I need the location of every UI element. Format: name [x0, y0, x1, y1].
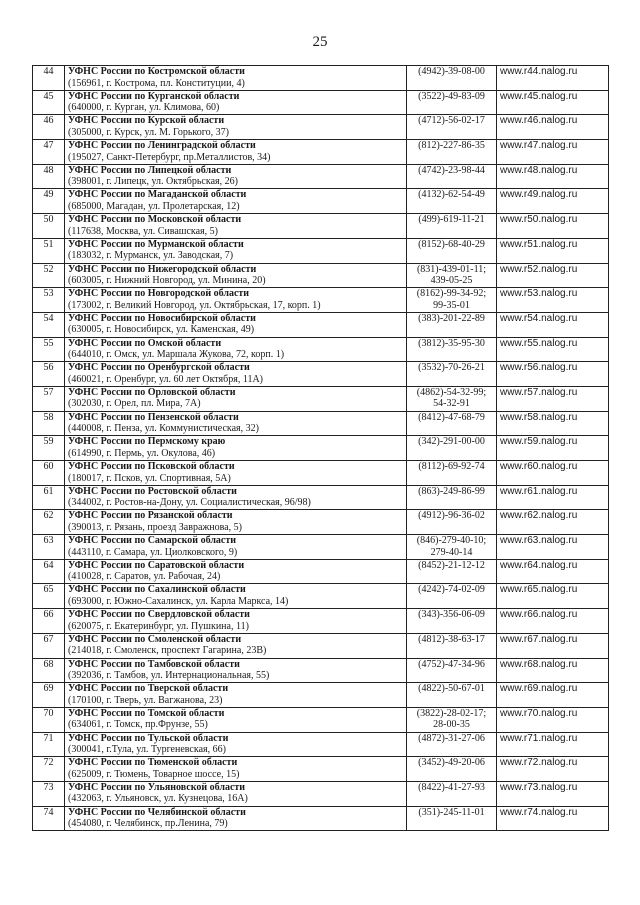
row-number: 46	[33, 115, 65, 140]
website-link[interactable]: www.r62.nalog.ru	[497, 510, 609, 535]
office-cell	[65, 461, 407, 486]
office-cell	[65, 66, 407, 91]
phone-cell	[407, 214, 497, 239]
row-number: 63	[33, 535, 65, 560]
office-name: УФНС России по Тульской области	[68, 732, 229, 744]
office-address: (398001, г. Липецк, ул. Октябрьская, 26)	[68, 176, 238, 188]
office-cell	[65, 362, 407, 387]
website-link[interactable]: www.r72.nalog.ru	[497, 757, 609, 782]
office-address: (170100, г. Тверь, ул. Вагжанова, 23)	[68, 694, 223, 706]
office-cell	[65, 214, 407, 239]
row-number: 47	[33, 140, 65, 165]
table-row	[33, 214, 609, 239]
tax-offices-table	[32, 65, 609, 831]
phone-cell	[407, 510, 497, 535]
office-address: (625009, г. Тюмень, Товарное шоссе, 15)	[68, 768, 240, 780]
office-name: УФНС России по Ленинградской области	[68, 140, 256, 152]
phone-number: (4742)-23-98-44	[418, 164, 485, 176]
row-number: 49	[33, 189, 65, 214]
phone-number: (3822)-28-02-17;	[416, 707, 487, 719]
office-cell	[65, 238, 407, 263]
row-number: 62	[33, 510, 65, 535]
office-name: УФНС России по Смоленской области	[68, 633, 242, 645]
office-name: УФНС России по Нижегородской области	[68, 263, 257, 275]
phone-cell	[407, 140, 497, 165]
office-address: (344002, г. Ростов-на-Дону, ул. Социалистическая, 96/98)	[68, 497, 311, 509]
table-row	[33, 238, 609, 263]
row-number: 73	[33, 781, 65, 806]
row-number: 61	[33, 485, 65, 510]
row-number: 54	[33, 312, 65, 337]
office-name: УФНС России по Костромской области	[68, 66, 245, 77]
office-cell	[65, 140, 407, 165]
row-number: 69	[33, 683, 65, 708]
office-address: (440008, г. Пенза, ул. Коммунистическая, 32)	[68, 423, 259, 435]
office-address: (685000, Магадан, ул. Пролетарская, 12)	[68, 200, 240, 212]
table-row	[33, 683, 609, 708]
office-cell	[65, 559, 407, 584]
row-number: 74	[33, 806, 65, 831]
office-name: УФНС России по Новосибирской области	[68, 312, 256, 324]
table-row	[33, 436, 609, 461]
row-number: 64	[33, 559, 65, 584]
office-address: (410028, г. Саратов, ул. Рабочая, 24)	[68, 571, 221, 583]
office-cell	[65, 584, 407, 609]
phone-number: (8112)-69-92-74	[418, 461, 485, 472]
phone-cell	[407, 436, 497, 461]
office-address: (454080, г. Челябинск, пр.Ленина, 79)	[68, 818, 228, 830]
phone-number: (343)-356-06-09	[418, 609, 485, 621]
table-row	[33, 189, 609, 214]
office-name: УФНС России по Мурманской области	[68, 238, 244, 250]
office-cell	[65, 732, 407, 757]
phone-cell	[407, 485, 497, 510]
office-cell	[65, 386, 407, 411]
website-link[interactable]: www.r57.nalog.ru	[497, 386, 609, 411]
website-link[interactable]: www.r51.nalog.ru	[497, 238, 609, 263]
row-number: 55	[33, 337, 65, 362]
phone-cell	[407, 337, 497, 362]
phone-number: (351)-245-11-01	[418, 806, 485, 818]
website-link[interactable]: www.r48.nalog.ru	[497, 164, 609, 189]
office-name: УФНС России по Курской области	[68, 115, 225, 127]
office-address: (432063, г. Ульяновск, ул. Кузнецова, 16А)	[68, 793, 248, 805]
row-number: 52	[33, 263, 65, 288]
office-address: (195027, Санкт-Петербург, пр.Металлистов, 34)	[68, 151, 271, 163]
phone-number: (8412)-47-68-79	[418, 411, 485, 423]
office-name: УФНС России по Самарской области	[68, 535, 237, 547]
office-address: (640000, г. Курган, ул. Климова, 60)	[68, 102, 220, 114]
row-number: 71	[33, 732, 65, 757]
phone-cell	[407, 584, 497, 609]
phone-cell	[407, 707, 497, 732]
row-number: 50	[33, 214, 65, 239]
office-cell	[65, 781, 407, 806]
office-name: УФНС России по Оренбургской области	[68, 362, 250, 374]
office-address: (620075, г. Екатеринбург, ул. Пушкина, 11)	[68, 620, 249, 632]
phone-cell	[407, 90, 497, 115]
office-address: (214018, г. Смоленск, проспект Гагарина, 23В)	[68, 645, 267, 657]
office-cell	[65, 535, 407, 560]
phone-cell	[407, 683, 497, 708]
website-link[interactable]: www.r68.nalog.ru	[497, 658, 609, 683]
phone-number: (3452)-49-20-06	[418, 757, 485, 769]
phone-number: (4942)-39-08-00	[418, 66, 485, 77]
website-link[interactable]: www.r44.nalog.ru	[497, 66, 609, 91]
row-number: 60	[33, 461, 65, 486]
office-name: УФНС России по Челябинской области	[68, 806, 246, 818]
office-address: (614990, г. Пермь, ул. Окулова, 46)	[68, 447, 216, 459]
phone-number: (499)-619-11-21	[418, 214, 485, 226]
table-row	[33, 263, 609, 288]
office-cell	[65, 115, 407, 140]
row-number: 45	[33, 90, 65, 115]
office-name: УФНС России по Московской области	[68, 214, 242, 226]
row-number: 59	[33, 436, 65, 461]
website-link[interactable]: www.r61.nalog.ru	[497, 485, 609, 510]
office-name: УФНС России по Свердловской области	[68, 609, 250, 621]
phone-cell	[407, 732, 497, 757]
phone-number: (846)-279-40-10;	[416, 535, 487, 547]
phone-number: (383)-201-22-89	[418, 312, 485, 324]
phone-cell	[407, 238, 497, 263]
phone-number: (4712)-56-02-17	[418, 115, 485, 127]
office-name: УФНС России по Пензенской области	[68, 411, 239, 423]
office-address: (156961, г. Кострома, пл. Конституции, 4)	[68, 77, 245, 89]
phone-number: (3532)-70-26-21	[418, 362, 485, 374]
phone-cell	[407, 535, 497, 560]
office-name: УФНС России по Томской области	[68, 707, 225, 719]
office-address: (443110, г. Самара, ул. Циолковского, 9)	[68, 546, 238, 558]
table-row	[33, 90, 609, 115]
phone-number: 279-40-14	[430, 546, 473, 558]
office-name: УФНС России по Ульяновской области	[68, 781, 246, 793]
phone-number: (863)-249-86-99	[418, 485, 485, 497]
table-row	[33, 164, 609, 189]
phone-number: 439-05-25	[430, 275, 473, 286]
phone-cell	[407, 386, 497, 411]
office-name: УФНС России по Рязанской области	[68, 510, 233, 522]
office-cell	[65, 288, 407, 313]
phone-number: (831)-439-01-11;	[416, 263, 487, 275]
row-number: 70	[33, 707, 65, 732]
table-row	[33, 707, 609, 732]
office-cell	[65, 337, 407, 362]
phone-number: (4862)-54-32-99;	[416, 386, 487, 398]
office-address: (117638, Москва, ул. Сивашская, 5)	[68, 225, 218, 237]
phone-number: (4812)-38-63-17	[418, 633, 485, 645]
website-link[interactable]: www.r67.nalog.ru	[497, 633, 609, 658]
table-row	[33, 559, 609, 584]
office-name: УФНС России по Псковской области	[68, 461, 235, 472]
website-link[interactable]: www.r58.nalog.ru	[497, 411, 609, 436]
office-name: УФНС России по Пермскому краю	[68, 436, 226, 448]
phone-number: 99-35-01	[433, 299, 470, 311]
office-cell	[65, 609, 407, 634]
row-number: 67	[33, 633, 65, 658]
office-address: (644010, г. Омск, ул. Маршала Жукова, 72, корп. 1)	[68, 349, 285, 361]
office-address: (693000, г. Южно-Сахалинск, ул. Карла Маркса, 14)	[68, 595, 289, 607]
table-row	[33, 461, 609, 486]
website-link[interactable]: www.r47.nalog.ru	[497, 140, 609, 165]
website-link[interactable]: www.r63.nalog.ru	[497, 535, 609, 560]
office-cell	[65, 312, 407, 337]
phone-cell	[407, 633, 497, 658]
phone-number: (4242)-74-02-09	[418, 584, 485, 596]
office-cell	[65, 806, 407, 831]
website-link[interactable]: www.r52.nalog.ru	[497, 263, 609, 288]
phone-cell	[407, 609, 497, 634]
website-link[interactable]: www.r64.nalog.ru	[497, 559, 609, 584]
phone-number: (812)-227-86-35	[418, 140, 485, 152]
office-cell	[65, 757, 407, 782]
office-name: УФНС России по Сахалинской области	[68, 584, 246, 596]
table-row	[33, 362, 609, 387]
website-link[interactable]: www.r74.nalog.ru	[497, 806, 609, 831]
office-address: (300041, г.Тула, ул. Тургеневская, 66)	[68, 744, 226, 756]
row-number: 58	[33, 411, 65, 436]
row-number: 44	[33, 66, 65, 91]
website-link[interactable]: www.r53.nalog.ru	[497, 288, 609, 313]
office-name: УФНС России по Омской области	[68, 337, 222, 349]
office-cell	[65, 658, 407, 683]
phone-number: 28-00-35	[433, 719, 470, 731]
table-row	[33, 312, 609, 337]
website-link[interactable]: www.r65.nalog.ru	[497, 584, 609, 609]
office-address: (305000, г. Курск, ул. М. Горького, 37)	[68, 126, 229, 138]
website-link[interactable]: www.r45.nalog.ru	[497, 90, 609, 115]
office-name: УФНС России по Магаданской области	[68, 189, 247, 201]
table-row	[33, 584, 609, 609]
office-cell	[65, 485, 407, 510]
website-link[interactable]: www.r66.nalog.ru	[497, 609, 609, 634]
phone-cell	[407, 312, 497, 337]
phone-number: (3522)-49-83-09	[418, 90, 485, 102]
website-link[interactable]: www.r46.nalog.ru	[497, 115, 609, 140]
phone-cell	[407, 115, 497, 140]
website-link[interactable]: www.r50.nalog.ru	[497, 214, 609, 239]
office-address: (634061, г. Томск, пр.Фрунзе, 55)	[68, 719, 208, 731]
website-link[interactable]: www.r73.nalog.ru	[497, 781, 609, 806]
website-link[interactable]: www.r59.nalog.ru	[497, 436, 609, 461]
phone-number: (8162)-99-34-92;	[416, 288, 487, 300]
office-address: (603005, г. Нижний Новгород, ул. Минина, 20)	[68, 275, 266, 286]
phone-number: (8422)-41-27-93	[418, 781, 485, 793]
office-address: (183032, г. Мурманск, ул. Заводская, 7)	[68, 250, 234, 262]
website-link[interactable]: www.r49.nalog.ru	[497, 189, 609, 214]
office-cell	[65, 411, 407, 436]
office-address: (392036, г. Тамбов, ул. Интернациональная, 55)	[68, 670, 270, 681]
phone-number: (8152)-68-40-29	[418, 238, 485, 250]
phone-cell	[407, 164, 497, 189]
table-row	[33, 115, 609, 140]
office-cell	[65, 263, 407, 288]
table-row	[33, 66, 609, 91]
table-row	[33, 658, 609, 683]
phone-number: (8452)-21-12-12	[418, 559, 485, 571]
office-name: УФНС России по Новгородской области	[68, 288, 250, 300]
office-address: (302030, г. Орел, пл. Мира, 7А)	[68, 398, 201, 410]
row-number: 57	[33, 386, 65, 411]
table-row	[33, 411, 609, 436]
table-row	[33, 806, 609, 831]
phone-cell	[407, 288, 497, 313]
phone-number: 54-32-91	[433, 398, 470, 410]
office-name: УФНС России по Орловской области	[68, 386, 236, 398]
row-number: 66	[33, 609, 65, 634]
table-row	[33, 510, 609, 535]
website-link[interactable]: www.r71.nalog.ru	[497, 732, 609, 757]
phone-cell	[407, 658, 497, 683]
office-name: УФНС России по Саратовской области	[68, 559, 245, 571]
office-name: УФНС России по Липецкой области	[68, 164, 232, 176]
website-link[interactable]: www.r69.nalog.ru	[497, 683, 609, 708]
row-number: 48	[33, 164, 65, 189]
office-cell	[65, 436, 407, 461]
office-address: (390013, г. Рязань, проезд Завражнова, 5)	[68, 521, 243, 533]
phone-number: (342)-291-00-00	[418, 436, 485, 448]
website-link[interactable]: www.r55.nalog.ru	[497, 337, 609, 362]
phone-number: (3812)-35-95-30	[418, 337, 485, 349]
row-number: 72	[33, 757, 65, 782]
office-name: УФНС России по Тверской области	[68, 683, 229, 695]
row-number: 51	[33, 238, 65, 263]
office-cell	[65, 164, 407, 189]
phone-cell	[407, 66, 497, 91]
row-number: 53	[33, 288, 65, 313]
website-link[interactable]: www.r54.nalog.ru	[497, 312, 609, 337]
row-number: 65	[33, 584, 65, 609]
office-name: УФНС России по Ростовской области	[68, 485, 237, 497]
phone-cell	[407, 806, 497, 831]
phone-number: (4912)-96-36-02	[418, 510, 485, 522]
row-number: 68	[33, 658, 65, 683]
office-cell	[65, 510, 407, 535]
office-address: (180017, г. Псков, ул. Спортивная, 5А)	[68, 472, 231, 484]
table-body	[33, 66, 609, 831]
office-address: (173002, г. Великий Новгород, ул. Октябрьская, 17, корп. 1)	[68, 299, 321, 311]
phone-cell	[407, 263, 497, 288]
phone-cell	[407, 781, 497, 806]
table-row	[33, 535, 609, 560]
row-number: 56	[33, 362, 65, 387]
phone-number: (4132)-62-54-49	[418, 189, 485, 201]
table-row	[33, 757, 609, 782]
page-number: 25	[312, 34, 328, 50]
phone-number: (4822)-50-67-01	[418, 683, 485, 695]
website-link[interactable]: www.r70.nalog.ru	[497, 707, 609, 732]
phone-cell	[407, 189, 497, 214]
office-cell	[65, 633, 407, 658]
website-link[interactable]: www.r56.nalog.ru	[497, 362, 609, 387]
website-link[interactable]: www.r60.nalog.ru	[497, 461, 609, 486]
table-row	[33, 732, 609, 757]
phone-cell	[407, 461, 497, 486]
office-address: (460021, г. Оренбург, ул. 60 лет Октября, 11А)	[68, 373, 263, 385]
office-name: УФНС России по Тамбовской области	[68, 658, 240, 670]
office-name: УФНС России по Курганской области	[68, 90, 240, 102]
office-address: (630005, г. Новосибирск, ул. Каменская, 49)	[68, 324, 255, 336]
table-row	[33, 288, 609, 313]
table-row	[33, 633, 609, 658]
office-cell	[65, 90, 407, 115]
phone-cell	[407, 757, 497, 782]
phone-cell	[407, 559, 497, 584]
table-row	[33, 609, 609, 634]
phone-number: (4872)-31-27-06	[418, 732, 485, 744]
phone-cell	[407, 362, 497, 387]
office-cell	[65, 683, 407, 708]
office-name: УФНС России по Тюменской области	[68, 757, 238, 769]
phone-cell	[407, 411, 497, 436]
table-row	[33, 485, 609, 510]
table-row	[33, 781, 609, 806]
table-row	[33, 140, 609, 165]
table-row	[33, 386, 609, 411]
table-row	[33, 337, 609, 362]
office-cell	[65, 707, 407, 732]
office-cell	[65, 189, 407, 214]
phone-number: (4752)-47-34-96	[418, 658, 485, 670]
